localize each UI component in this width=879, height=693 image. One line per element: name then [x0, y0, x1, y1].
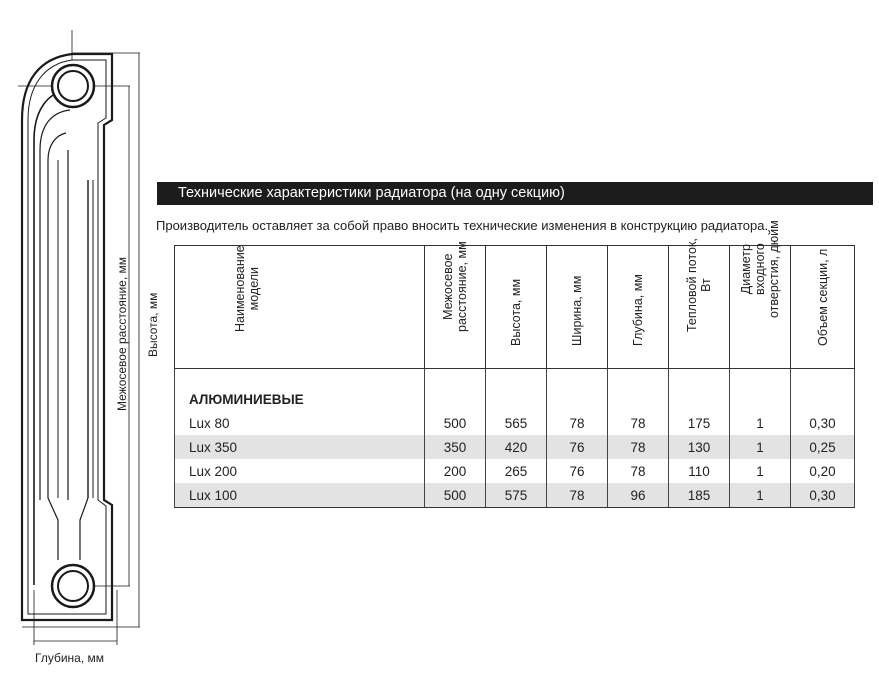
cell-depth: 96 — [608, 483, 669, 508]
col-header-height: Высота, мм — [486, 246, 547, 369]
col-header-heat-flow: Тепловой поток, Вт — [669, 246, 730, 369]
cell-inlet-diameter: 1 — [730, 435, 791, 459]
cell-heat-flow: 110 — [669, 459, 730, 483]
col-header-depth: Глубина, мм — [608, 246, 669, 369]
cell-section-volume: 0,25 — [791, 435, 855, 459]
col-header-section-volume: Объем секции, л — [791, 246, 855, 369]
table-group-row — [175, 369, 855, 412]
cell-section-volume: 0,30 — [791, 411, 855, 435]
table-header-row — [175, 246, 855, 369]
cell-height: 420 — [486, 435, 547, 459]
cell-heat-flow: 130 — [669, 435, 730, 459]
cell-section-volume: 0,30 — [791, 483, 855, 508]
height-dimension-label: Высота, мм — [146, 292, 160, 357]
table-row — [175, 435, 855, 459]
col-header-spacing: Межосевое расстояние, мм — [425, 246, 486, 369]
cell-spacing: 500 — [425, 483, 486, 508]
cell-depth: 78 — [608, 459, 669, 483]
table-row — [175, 483, 855, 508]
cell-section-volume: 0,20 — [791, 459, 855, 483]
depth-dimension-label: Глубина, мм — [35, 651, 105, 665]
section-title-bar — [157, 182, 873, 205]
cell-height: 265 — [486, 459, 547, 483]
spacing-dimension-label: Межосевое расстояние, мм — [115, 256, 129, 411]
disclaimer-text: Производитель оставляет за собой право вносить технические изменения в конструкцию радиатора. — [156, 218, 769, 233]
cell-heat-flow: 185 — [669, 483, 730, 508]
col-header-inlet-diameter: Диаметр входного отверстия, дюйм — [730, 246, 791, 369]
cell-width: 76 — [547, 435, 608, 459]
table-row — [175, 411, 855, 435]
cell-inlet-diameter: 1 — [730, 483, 791, 508]
cell-width: 76 — [547, 459, 608, 483]
col-header-width: Ширина, мм — [547, 246, 608, 369]
cell-spacing: 350 — [425, 435, 486, 459]
cell-height: 575 — [486, 483, 547, 508]
page-title: Технические характеристики радиатора (на одну секцию) — [178, 185, 565, 201]
cell-width: 78 — [547, 483, 608, 508]
radiator-section-drawing — [0, 0, 160, 693]
cell-model: Lux 200 — [175, 459, 425, 483]
table-row — [175, 459, 855, 483]
cell-spacing: 500 — [425, 411, 486, 435]
cell-height: 565 — [486, 411, 547, 435]
cell-inlet-diameter: 1 — [730, 411, 791, 435]
cell-inlet-diameter: 1 — [730, 459, 791, 483]
cell-width: 78 — [547, 411, 608, 435]
cell-depth: 78 — [608, 411, 669, 435]
cell-spacing: 200 — [425, 459, 486, 483]
cell-heat-flow: 175 — [669, 411, 730, 435]
cell-model: Lux 80 — [175, 411, 425, 435]
cell-model: Lux 100 — [175, 483, 425, 508]
group-label: АЛЮМИНИЕВЫЕ — [175, 369, 425, 412]
cell-depth: 78 — [608, 435, 669, 459]
cell-model: Lux 350 — [175, 435, 425, 459]
col-header-model: Наименование модели — [175, 246, 425, 369]
